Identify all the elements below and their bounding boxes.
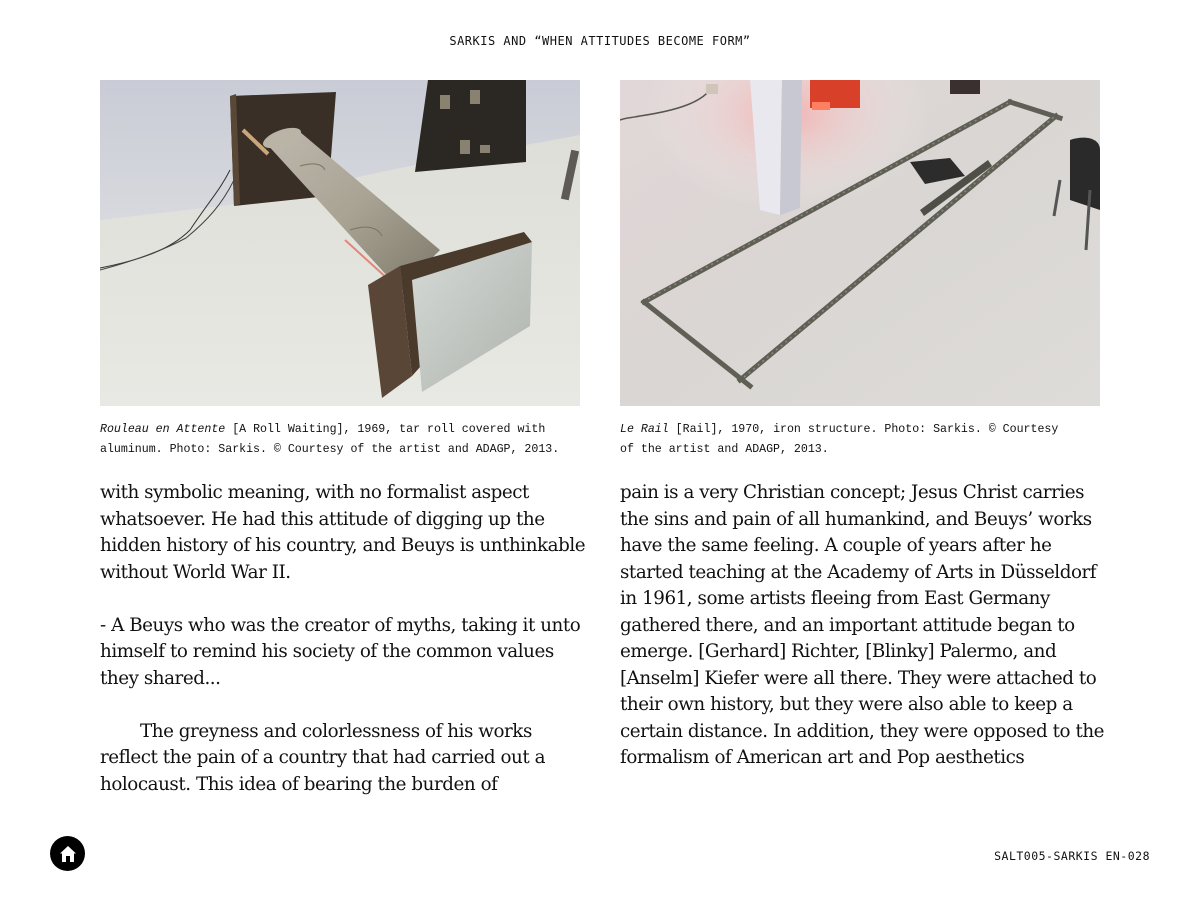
- paragraph: pain is a very Christian concept; Jesus Christ carries the sins and pain of all humankind, and Beuys’ works have the same feeling. A couple of years after he started teaching at the Academy of Arts in Düsseldorf in 1961, some artists fleeing from East Germany gathered there, and an important attitude began to emerge. [Gerhard] Richter, [Blinky] Palermo, and [Anselm] Kiefer were all there. They were attached to their own history, but they were also able to keep a certain distance. In addition, they were opposed to the formalism of American art and Pop aesthetics: [620, 482, 1105, 768]
- paragraph: with symbolic meaning, with no formalist aspect whatsoever. He had this attitude of digging up the hidden history of his country, and Beuys is unthinkable without World War II.: [100, 482, 586, 583]
- photo-le-rail-image: [620, 80, 1100, 406]
- paragraph: The greyness and colorlessness of his works reflect the pain of a country that had carried out a holocaust. This idea of bearing the burden of: [100, 720, 546, 795]
- photo-rouleau-image: [100, 80, 580, 406]
- caption-text: of the artist and ADAGP, 2013.: [620, 443, 829, 456]
- home-button[interactable]: [50, 836, 85, 871]
- photo-le-rail: [620, 80, 1100, 406]
- body-column-right: [620, 480, 1110, 772]
- caption-text: [A Roll Waiting], 1969, tar roll covered with: [225, 423, 546, 436]
- caption-text: aluminum. Photo: Sarkis. © Courtesy of the artist and ADAGP, 2013.: [100, 443, 560, 456]
- body-column-left: [100, 480, 590, 798]
- caption-text: [Rail], 1970, iron structure. Photo: Sarkis. © Courtesy: [668, 423, 1059, 436]
- paragraph: - A Beuys who was the creator of myths, taking it unto himself to remind his society of the common values they shared...: [100, 614, 581, 689]
- figure-caption-right: [620, 420, 1110, 460]
- artwork-title: Rouleau en Attente: [100, 423, 226, 436]
- figure-caption-left: [100, 420, 590, 460]
- page-folio: SALT005-SARKIS EN-028: [994, 849, 1150, 863]
- photo-rouleau-en-attente: [100, 80, 580, 406]
- running-title: SARKIS AND “WHEN ATTITUDES BECOME FORM”: [449, 34, 751, 48]
- artwork-title: Le Rail: [620, 423, 669, 436]
- home-icon: [58, 844, 78, 864]
